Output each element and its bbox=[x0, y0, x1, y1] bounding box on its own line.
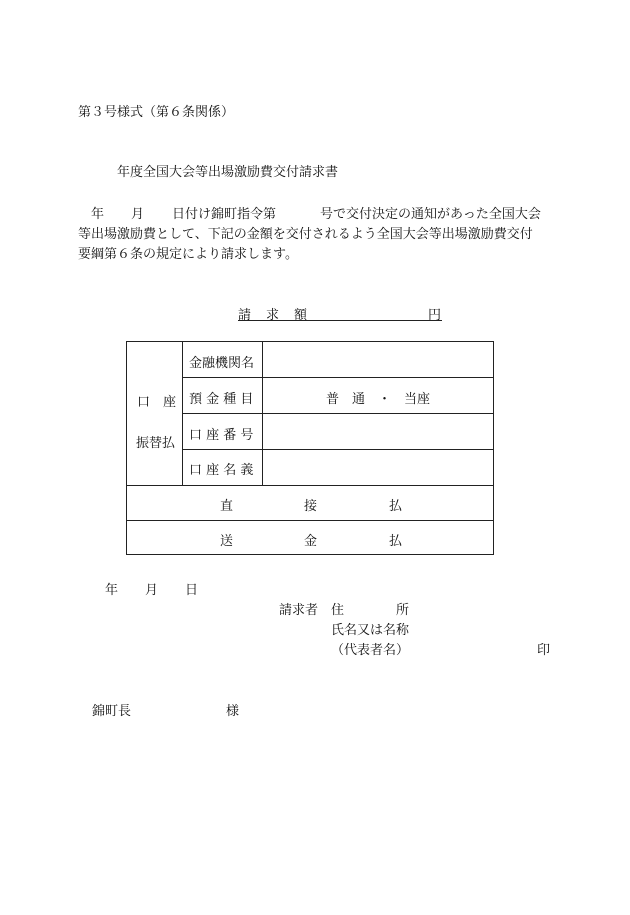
remittance-char: 送 bbox=[220, 534, 234, 549]
remittance-char: 金 bbox=[304, 534, 318, 549]
amount-underline bbox=[238, 320, 442, 321]
table-divider bbox=[182, 413, 493, 414]
account-holder-label: 口 座 名 義 bbox=[189, 463, 254, 478]
addressee-honorific: 様 bbox=[226, 704, 240, 719]
intro-month: 月 bbox=[131, 207, 145, 222]
table-divider bbox=[127, 485, 493, 486]
direct-payment-char: 接 bbox=[304, 499, 318, 514]
intro-line-2: 等出場激励費として、下記の金額を交付されるよう全国大会等出場激励費交付 bbox=[78, 227, 533, 242]
claimant-representative-label: （代表者名） bbox=[331, 643, 410, 658]
addressee-name: 錦町長 bbox=[92, 704, 132, 719]
seal-mark: 印 bbox=[537, 643, 551, 658]
remittance-char: 払 bbox=[389, 534, 403, 549]
amount-label-char: 求 bbox=[266, 308, 280, 323]
account-transfer-label-bottom: 振替払 bbox=[136, 436, 176, 451]
table-divider bbox=[182, 449, 493, 450]
claimant-name-label: 氏名又は名称 bbox=[331, 623, 410, 638]
form-number: 第３号様式（第６条関係） bbox=[78, 105, 235, 120]
date-day: 日 bbox=[185, 583, 199, 598]
deposit-type-label: 預 金 種 目 bbox=[189, 392, 254, 407]
table-divider bbox=[182, 377, 493, 378]
direct-payment-char: 直 bbox=[220, 499, 234, 514]
account-transfer-label-top: 口 座 bbox=[137, 395, 177, 410]
amount-unit: 円 bbox=[428, 308, 442, 323]
table-divider bbox=[127, 520, 493, 521]
claimant-label: 請求者 bbox=[279, 603, 319, 618]
intro-year: 年 bbox=[91, 207, 105, 222]
intro-line-3: 要綱第６条の規定により請求します。 bbox=[78, 247, 298, 262]
amount-label-char: 額 bbox=[294, 308, 308, 323]
bank-name-label: 金融機関名 bbox=[189, 356, 255, 371]
payment-table bbox=[126, 341, 494, 555]
intro-directive: 日付け錦町指令第 bbox=[172, 207, 277, 222]
document-title: 年度全国大会等出場激励費交付請求書 bbox=[117, 165, 339, 180]
date-month: 月 bbox=[145, 583, 159, 598]
claimant-address-label: 住 所 bbox=[331, 603, 410, 618]
amount-label-char: 請 bbox=[238, 308, 252, 323]
deposit-type-options[interactable]: 普 通 ・ 当座 bbox=[326, 392, 431, 407]
direct-payment-char: 払 bbox=[389, 499, 403, 514]
intro-notice: 号で交付決定の通知があった全国大会 bbox=[320, 207, 541, 222]
date-year: 年 bbox=[105, 583, 119, 598]
account-number-label: 口 座 番 号 bbox=[189, 428, 254, 443]
